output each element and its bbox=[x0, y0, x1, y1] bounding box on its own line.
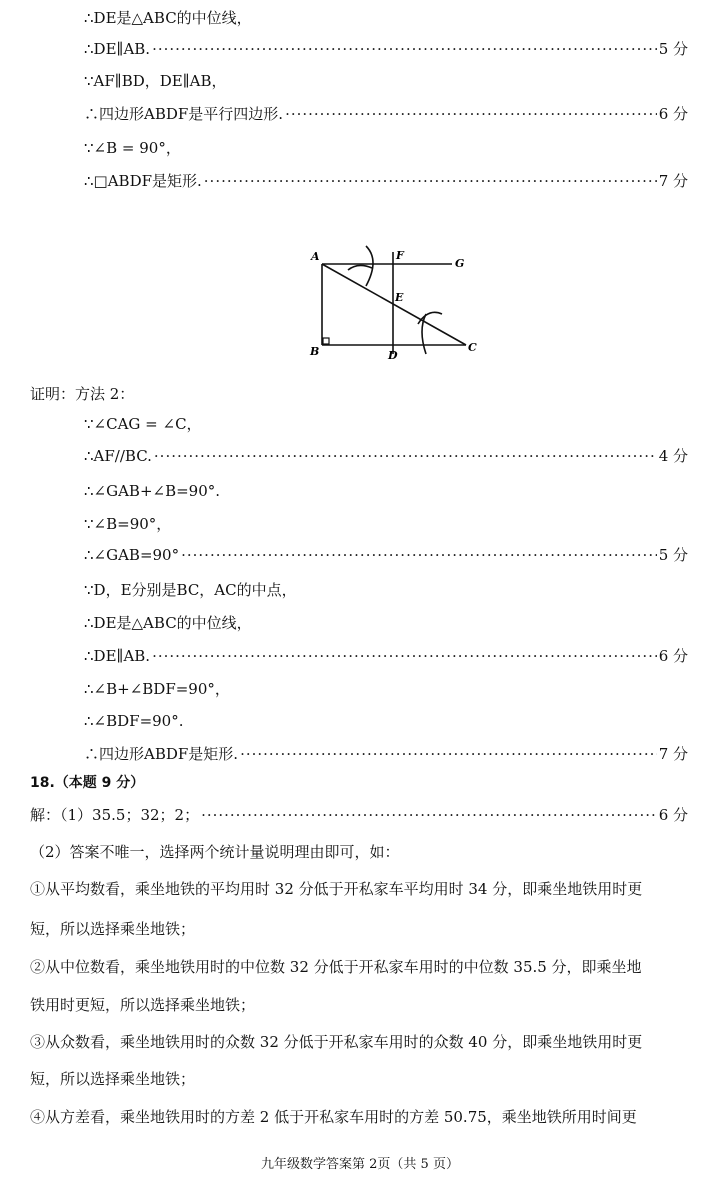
proof-line: ∴∠GAB=90° ····· 5 分 bbox=[84, 543, 688, 567]
score: 6 分 bbox=[658, 105, 688, 123]
proof-line: ∴DE是△ABC的中位线， bbox=[84, 9, 252, 27]
page-footer: 九年级数学答案第 2页（共 5 页） bbox=[261, 1157, 459, 1172]
proof-line: ∴□ABDF是矩形. ····· 7 分 bbox=[84, 169, 688, 193]
answer-line: ②从中位数看，乘坐地铁用时的中位数 32 分低于开私家车用时的中位数 35.5 分，即乘坐地 bbox=[30, 958, 642, 976]
proof-line: ∴DE∥AB. ····· 5 分 bbox=[84, 37, 688, 61]
proof-line: ∴四边形ABDF是平行四边形. ····· 6 分 bbox=[84, 102, 688, 126]
proof-line: ∴DE∥AB. ····· 6 分 bbox=[84, 644, 688, 668]
point-label: C bbox=[468, 341, 477, 354]
score: 5 分 bbox=[658, 546, 688, 564]
proof-line: ∵∠B=90°， bbox=[84, 515, 172, 533]
proof-line: ∴∠BDF=90°. bbox=[84, 712, 184, 730]
score: 7 分 bbox=[658, 745, 688, 763]
score: 7 分 bbox=[658, 172, 688, 190]
point-label: B bbox=[310, 345, 320, 358]
proof-line: ∵∠CAG = ∠C， bbox=[84, 415, 202, 433]
proof-line: ∵AF∥BD，DE∥AB， bbox=[84, 72, 227, 90]
point-label: F bbox=[396, 249, 404, 262]
score: 5 分 bbox=[658, 40, 688, 58]
answer-line: 短，所以选择乘坐地铁； bbox=[30, 920, 196, 938]
answer-line: 短，所以选择乘坐地铁； bbox=[30, 1070, 196, 1088]
proof-line: ∴AF//BC. ····· 4 分 bbox=[84, 444, 688, 468]
answer-line: 铁用时更短，所以选择乘坐地铁； bbox=[30, 996, 256, 1014]
answer-line: 解：（1）35.5；32；2； ····· 6 分 bbox=[30, 803, 688, 827]
point-label: D bbox=[388, 349, 398, 362]
answer-line: ③从众数看，乘坐地铁用时的众数 32 分低于开私家车用时的众数 40 分，即乘坐地铁用时更 bbox=[30, 1033, 643, 1051]
point-label: A bbox=[311, 250, 320, 263]
method2-title: 证明：方法 2： bbox=[30, 385, 135, 403]
score: 4 分 bbox=[658, 447, 688, 465]
proof-line: ∴∠GAB+∠B=90°. bbox=[84, 482, 221, 500]
geometry-figure bbox=[300, 238, 490, 363]
proof-line: ∵D，E分别是BC，AC的中点， bbox=[84, 581, 297, 599]
proof-line: ∵∠B = 90°， bbox=[84, 139, 181, 157]
proof-line: ∴DE是△ABC的中位线， bbox=[84, 614, 252, 632]
point-label: E bbox=[395, 291, 404, 304]
proof-line: ∴四边形ABDF是矩形. ····· 7 分 bbox=[84, 742, 688, 766]
answer-line: ①从平均数看，乘坐地铁的平均用时 32 分低于开私家车平均用时 34 分，即乘坐地铁用时更 bbox=[30, 880, 643, 898]
answer-line: ④从方差看，乘坐地铁用时的方差 2 低于开私家车用时的方差 50.75，乘坐地铁所用时间更 bbox=[30, 1108, 637, 1126]
score: 6 分 bbox=[658, 647, 688, 665]
question-title: 18.（本题 9 分） bbox=[30, 775, 145, 791]
score: 6 分 bbox=[658, 806, 688, 824]
point-label: G bbox=[455, 257, 465, 270]
proof-line: ∴∠B+∠BDF=90°， bbox=[84, 680, 230, 698]
answer-line: （2）答案不唯一，选择两个统计量说明理由即可，如： bbox=[30, 843, 400, 861]
